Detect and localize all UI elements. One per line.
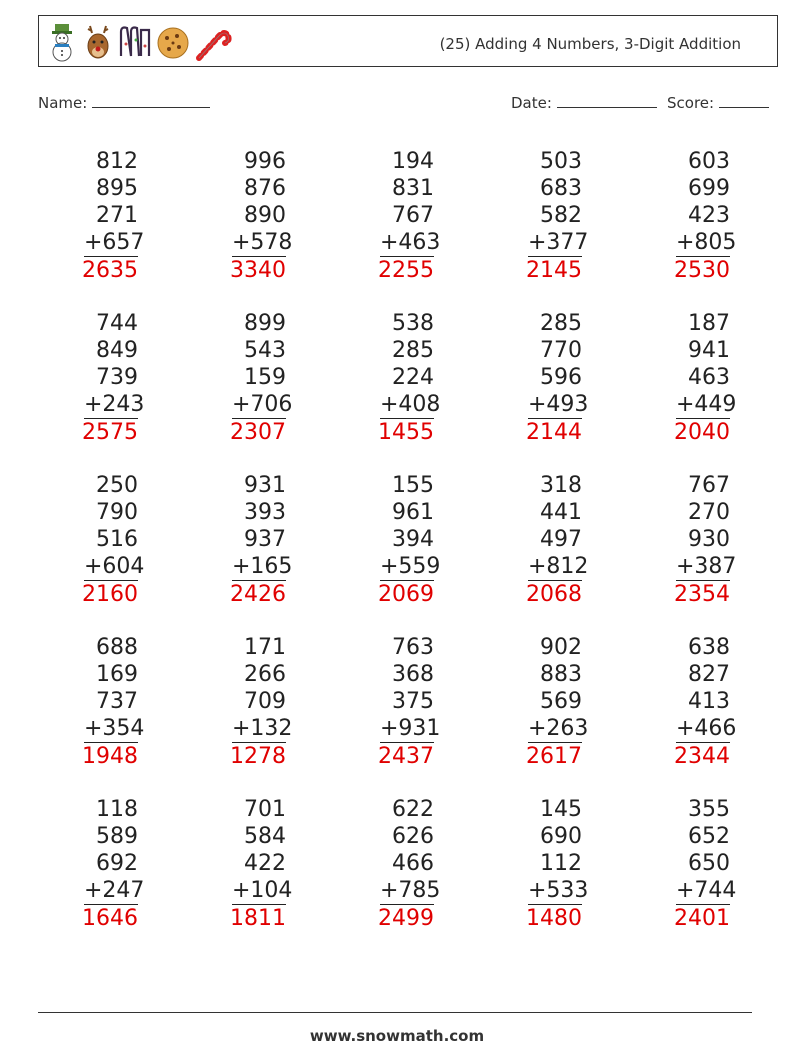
problem-25 [620,796,737,932]
answer: 1811 [230,906,286,931]
answer: 2069 [378,582,434,607]
last-addend: +657 [84,230,145,255]
addend: 422 [244,851,286,876]
cookie-icon [155,22,191,62]
problem-24 [472,796,589,932]
problem-8 [324,310,441,446]
addend: 285 [392,338,434,363]
addend: 622 [392,797,434,822]
addend: 739 [96,365,138,390]
addend: 690 [540,824,582,849]
worksheet-header [38,15,778,67]
addend: 650 [688,851,730,876]
last-addend: +463 [380,230,441,255]
last-addend: +354 [84,716,145,741]
addend: 763 [392,635,434,660]
last-addend: +263 [528,716,589,741]
addend: 688 [96,635,138,660]
addend: 285 [540,311,582,336]
answer: 2160 [82,582,138,607]
addend: 171 [244,635,286,660]
problem-19 [472,634,589,770]
addend: 930 [688,527,730,552]
addend: 159 [244,365,286,390]
answer: 2401 [674,906,730,931]
last-addend: +533 [528,878,589,903]
addend: 118 [96,797,138,822]
answer: 2575 [82,420,138,445]
addend: 931 [244,473,286,498]
addend: 941 [688,338,730,363]
addend: 692 [96,851,138,876]
addend: 394 [392,527,434,552]
answer: 2635 [82,258,138,283]
answer: 1278 [230,744,286,769]
addend: 589 [96,824,138,849]
footer-site: www.snowmath.com [309,1027,485,1045]
problem-7 [176,310,293,446]
problem-20 [620,634,737,770]
addend: 516 [96,527,138,552]
addend: 890 [244,203,286,228]
addend: 883 [540,662,582,687]
addend: 145 [540,797,582,822]
addend: 937 [244,527,286,552]
addend: 463 [688,365,730,390]
addend: 543 [244,338,286,363]
holiday-icons [45,22,233,62]
addend: 112 [540,851,582,876]
score-label: Score: [667,94,715,112]
problem-16 [28,634,145,770]
last-addend: +812 [528,554,589,579]
addend: 250 [96,473,138,498]
addend: 767 [392,203,434,228]
addend: 709 [244,689,286,714]
problem-1 [28,148,145,284]
addend: 831 [392,176,434,201]
answer: 1646 [82,906,138,931]
score-line[interactable] [719,93,769,108]
candy-letters-icon [117,22,153,62]
addend: 626 [392,824,434,849]
footer-divider [38,1012,752,1013]
addend: 996 [244,149,286,174]
problem-4 [472,148,589,284]
addend: 266 [244,662,286,687]
addend: 194 [392,149,434,174]
date-field[interactable] [511,93,657,112]
addend: 423 [688,203,730,228]
addend: 652 [688,824,730,849]
addend: 155 [392,473,434,498]
addend: 368 [392,662,434,687]
snowman-icon [45,22,79,62]
problem-22 [176,796,293,932]
addend: 790 [96,500,138,525]
last-addend: +104 [232,878,293,903]
problem-5 [620,148,737,284]
last-addend: +559 [380,554,441,579]
last-addend: +387 [676,554,737,579]
addend: 961 [392,500,434,525]
answer: 2499 [378,906,434,931]
addend: 744 [96,311,138,336]
answer: 1948 [82,744,138,769]
addend: 393 [244,500,286,525]
last-addend: +785 [380,878,441,903]
addend: 187 [688,311,730,336]
addend: 271 [96,203,138,228]
last-addend: +604 [84,554,145,579]
last-addend: +706 [232,392,293,417]
last-addend: +466 [676,716,737,741]
addend: 355 [688,797,730,822]
name-line[interactable] [92,93,210,108]
answer: 2344 [674,744,730,769]
addend: 849 [96,338,138,363]
problem-10 [620,310,737,446]
addend: 584 [244,824,286,849]
addend: 899 [244,311,286,336]
last-addend: +578 [232,230,293,255]
addend: 699 [688,176,730,201]
problem-23 [324,796,441,932]
addend: 902 [540,635,582,660]
date-label: Date: [511,94,552,112]
addend: 224 [392,365,434,390]
addend: 603 [688,149,730,174]
last-addend: +132 [232,716,293,741]
problem-9 [472,310,589,446]
addend: 812 [96,149,138,174]
problem-2 [176,148,293,284]
addend: 375 [392,689,434,714]
addend: 596 [540,365,582,390]
last-addend: +449 [676,392,737,417]
addend: 413 [688,689,730,714]
problem-3 [324,148,441,284]
answer: 2144 [526,420,582,445]
addend: 895 [96,176,138,201]
name-field[interactable] [38,93,210,112]
addend: 582 [540,203,582,228]
answer: 2068 [526,582,582,607]
worksheet-title: (25) Adding 4 Numbers, 3-Digit Addition [439,35,741,53]
addend: 169 [96,662,138,687]
candy-cane-icon [193,22,233,62]
last-addend: +493 [528,392,589,417]
score-field[interactable] [667,93,769,112]
answer: 1455 [378,420,434,445]
addend: 503 [540,149,582,174]
name-label: Name: [38,94,88,112]
last-addend: +243 [84,392,145,417]
problem-14 [472,472,589,608]
date-line[interactable] [557,93,657,108]
last-addend: +165 [232,554,293,579]
last-addend: +247 [84,878,145,903]
addend: 737 [96,689,138,714]
answer: 2426 [230,582,286,607]
addend: 827 [688,662,730,687]
problem-18 [324,634,441,770]
answer: 2145 [526,258,582,283]
answer: 1480 [526,906,582,931]
problem-21 [28,796,145,932]
addend: 441 [540,500,582,525]
last-addend: +931 [380,716,441,741]
problem-13 [324,472,441,608]
answer: 2437 [378,744,434,769]
problem-11 [28,472,145,608]
answer: 3340 [230,258,286,283]
answer: 2530 [674,258,730,283]
addend: 701 [244,797,286,822]
last-addend: +744 [676,878,737,903]
addend: 876 [244,176,286,201]
addend: 497 [540,527,582,552]
addend: 466 [392,851,434,876]
addend: 538 [392,311,434,336]
problem-6 [28,310,145,446]
last-addend: +408 [380,392,441,417]
addend: 569 [540,689,582,714]
last-addend: +377 [528,230,589,255]
last-addend: +805 [676,230,737,255]
addend: 318 [540,473,582,498]
addend: 270 [688,500,730,525]
problem-17 [176,634,293,770]
problem-15 [620,472,737,608]
addend: 767 [688,473,730,498]
reindeer-icon [81,22,115,62]
answer: 2307 [230,420,286,445]
answer: 2255 [378,258,434,283]
problem-12 [176,472,293,608]
answer: 2354 [674,582,730,607]
addend: 683 [540,176,582,201]
answer: 2617 [526,744,582,769]
addend: 638 [688,635,730,660]
answer: 2040 [674,420,730,445]
addend: 770 [540,338,582,363]
